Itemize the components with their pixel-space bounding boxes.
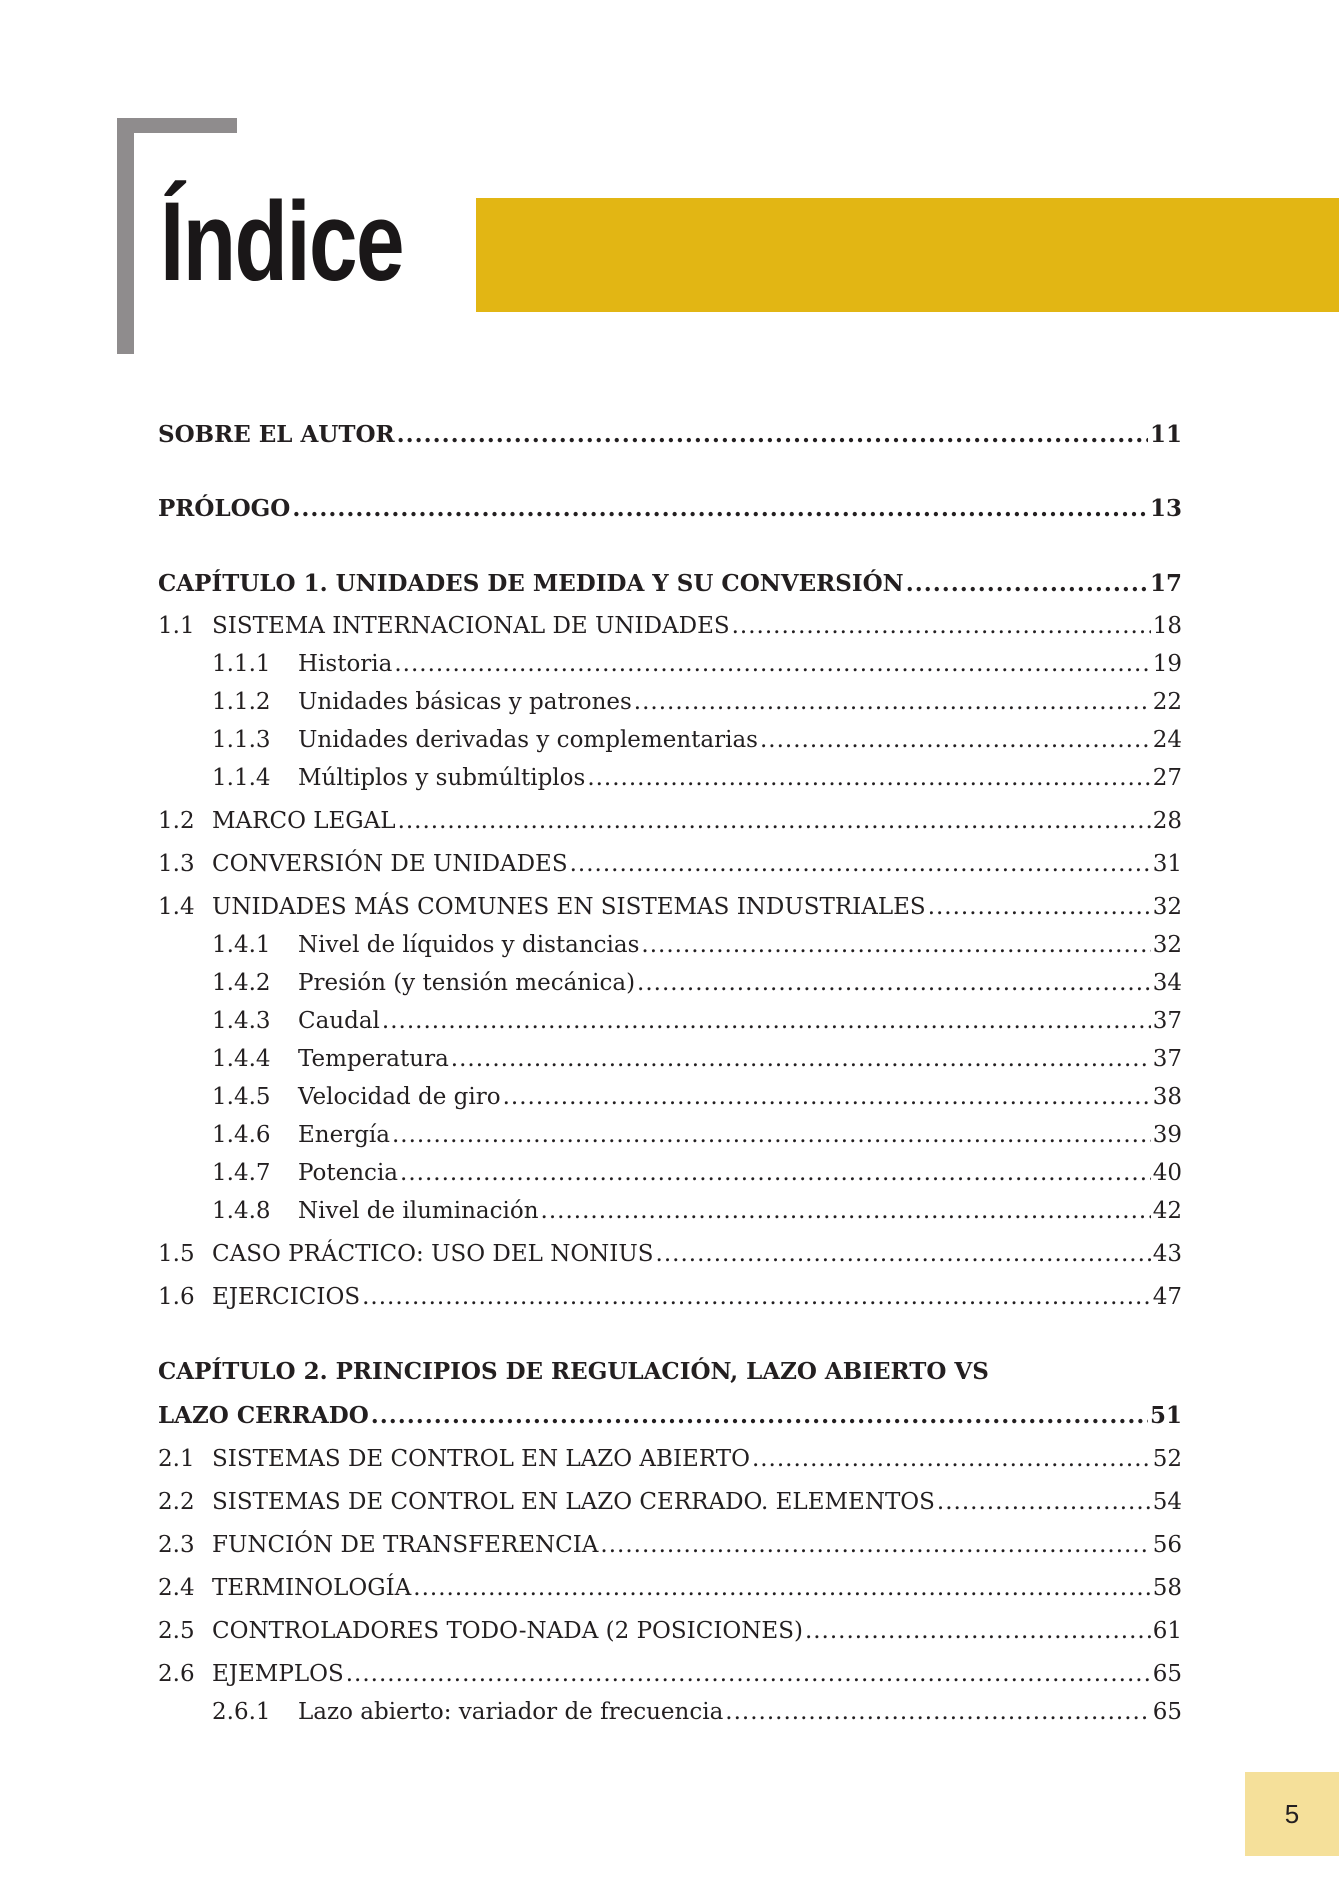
toc-section-entry[interactable] (158, 1239, 1182, 1269)
toc-dot-leader (400, 1158, 1151, 1188)
toc-page-number: 32 (1152, 932, 1182, 958)
toc-page-number: 56 (1152, 1532, 1182, 1558)
toc-entry-label: Historia (298, 651, 393, 677)
toc-section-entry[interactable] (158, 1487, 1182, 1517)
toc-entry-number: 1.1.2 (212, 689, 271, 715)
toc-entry-number: 1.4.5 (212, 1084, 271, 1110)
toc-entry-number: 1.4.6 (212, 1122, 271, 1148)
toc-section-entry[interactable] (158, 1530, 1182, 1560)
toc-dot-leader (541, 1196, 1151, 1226)
toc-dot-leader (928, 892, 1151, 922)
toc-subsection-entry[interactable] (158, 763, 1182, 793)
toc-page-number: 24 (1152, 727, 1182, 753)
toc-page-number: 43 (1152, 1241, 1182, 1267)
toc-dot-leader (413, 1573, 1150, 1603)
toc-dot-leader (346, 1659, 1151, 1689)
toc-page-number: 31 (1152, 851, 1182, 877)
toc-page-number: 34 (1152, 970, 1182, 996)
toc-dot-leader (656, 1239, 1151, 1269)
toc-page-number: 65 (1152, 1699, 1182, 1725)
toc-chapter-entry[interactable] (158, 569, 1182, 599)
toc-page-number: 42 (1152, 1198, 1182, 1224)
toc-entry-number: 2.3 (158, 1532, 195, 1558)
toc-dot-leader (587, 763, 1150, 793)
toc-section-entry[interactable] (158, 1573, 1182, 1603)
toc-dot-leader (362, 1282, 1151, 1312)
title-accent-bar (476, 198, 1339, 312)
toc-dot-leader (752, 1444, 1151, 1474)
toc-section-entry[interactable] (158, 1659, 1182, 1689)
toc-entry-number: 1.2 (158, 808, 195, 834)
toc-entry-number: 1.4.1 (212, 932, 271, 958)
title-bracket-horizontal (117, 118, 237, 133)
toc-entry-label: CAPÍTULO 1. UNIDADES DE MEDIDA Y SU CONVERSIÓN (158, 570, 904, 597)
toc-page-number: 27 (1152, 765, 1182, 791)
toc-entry-label: SISTEMA INTERNACIONAL DE UNIDADES (212, 613, 730, 639)
toc-subsection-entry[interactable] (158, 649, 1182, 679)
toc-entry-label: CASO PRÁCTICO: USO DEL NONIUS (212, 1241, 654, 1267)
toc-dot-leader (637, 968, 1151, 998)
toc-entry-number: 1.4.7 (212, 1160, 271, 1186)
page-title: Índice (160, 179, 404, 304)
toc-chapter-entry[interactable] (158, 1357, 1182, 1387)
toc-entry-label: SISTEMAS DE CONTROL EN LAZO CERRADO. ELEMENTOS (212, 1489, 935, 1515)
toc-entry-number: 1.3 (158, 851, 195, 877)
toc-entry-number: 1.1 (158, 613, 195, 639)
toc-section-entry[interactable] (158, 1444, 1182, 1474)
toc-entry-number: 1.1.1 (212, 651, 271, 677)
toc-entry-label: EJERCICIOS (212, 1284, 361, 1310)
toc-entry-label: PRÓLOGO (158, 495, 291, 522)
toc-entry-number: 1.4.3 (212, 1008, 271, 1034)
toc-entry-number: 1.4.2 (212, 970, 271, 996)
toc-entry-number: 2.2 (158, 1489, 195, 1515)
toc-section-entry[interactable] (158, 1282, 1182, 1312)
toc-page-number: 52 (1152, 1446, 1182, 1472)
toc-dot-leader (292, 494, 1148, 524)
toc-dot-leader (392, 1120, 1151, 1150)
toc-page-number: 28 (1152, 808, 1182, 834)
toc-dot-leader (805, 1616, 1151, 1646)
toc-dot-leader (732, 611, 1151, 641)
toc-page-number: 54 (1152, 1489, 1182, 1515)
toc-subsection-entry[interactable] (158, 1006, 1182, 1036)
toc-dot-leader (906, 569, 1148, 599)
toc-entry-number: 1.4.8 (212, 1198, 271, 1224)
toc-dot-leader (371, 1401, 1148, 1431)
toc-subsection-entry[interactable] (158, 1120, 1182, 1150)
toc-entry-number: 2.6 (158, 1661, 195, 1687)
toc-entry-label: Múltiplos y submúltiplos (298, 765, 586, 791)
toc-subsection-entry[interactable] (158, 1697, 1182, 1727)
toc-entry-label: LAZO CERRADO (158, 1402, 369, 1429)
toc-subsection-entry[interactable] (158, 1158, 1182, 1188)
toc-dot-leader (394, 649, 1150, 679)
toc-page-number: 37 (1152, 1008, 1182, 1034)
toc-dot-leader (451, 1044, 1151, 1074)
toc-entry-label: SISTEMAS DE CONTROL EN LAZO ABIERTO (212, 1446, 750, 1472)
toc-page-number: 40 (1152, 1160, 1182, 1186)
page-number: 5 (1245, 1772, 1339, 1856)
toc-entry-label: CONVERSIÓN DE UNIDADES (212, 851, 568, 877)
toc-section-entry[interactable] (158, 849, 1182, 879)
toc-entry-label: CAPÍTULO 2. PRINCIPIOS DE REGULACIÓN, LAZO ABIERTO VS (158, 1358, 989, 1385)
toc-dot-leader (725, 1697, 1150, 1727)
toc-entry-number: 2.6.1 (212, 1699, 271, 1725)
toc-subsection-entry[interactable] (158, 1082, 1182, 1112)
toc-page-number: 13 (1149, 495, 1182, 522)
toc-subsection-entry[interactable] (158, 1044, 1182, 1074)
toc-subsection-entry[interactable] (158, 968, 1182, 998)
toc-page-number: 37 (1152, 1046, 1182, 1072)
toc-entry-number: 2.1 (158, 1446, 195, 1472)
toc-page-number: 22 (1152, 689, 1182, 715)
toc-chapter-entry[interactable] (158, 494, 1182, 524)
toc-entry-label: TERMINOLOGÍA (212, 1575, 412, 1601)
toc-dot-leader (634, 687, 1151, 717)
toc-entry-label: MARCO LEGAL (212, 808, 396, 834)
toc-entry-label: Potencia (298, 1160, 399, 1186)
toc-dot-leader (382, 1006, 1151, 1036)
toc-dot-leader (398, 806, 1151, 836)
toc-entry-label: CONTROLADORES TODO-NADA (2 POSICIONES) (212, 1618, 803, 1644)
toc-entry-label: Temperatura (298, 1046, 449, 1072)
toc-page-number: 18 (1152, 613, 1182, 639)
toc-page-number: 47 (1152, 1284, 1182, 1310)
toc-entry-number: 2.4 (158, 1575, 195, 1601)
toc-section-entry[interactable] (158, 611, 1182, 641)
toc-entry-label: Nivel de iluminación (298, 1198, 539, 1224)
toc-entry-label: EJEMPLOS (212, 1661, 344, 1687)
toc-entry-label: Lazo abierto: variador de frecuencia (298, 1699, 724, 1725)
toc-entry-number: 1.1.4 (212, 765, 271, 791)
toc-chapter-entry[interactable] (158, 420, 1182, 450)
toc-page-number: 19 (1152, 651, 1182, 677)
toc-page-number: 38 (1152, 1084, 1182, 1110)
toc-dot-leader (503, 1082, 1151, 1112)
toc-entry-label: SOBRE EL AUTOR (158, 421, 395, 448)
toc-entry-label: Velocidad de giro (298, 1084, 501, 1110)
toc-entry-number: 2.5 (158, 1618, 195, 1644)
toc-chapter-entry[interactable] (158, 1401, 1182, 1431)
toc-entry-label: Unidades derivadas y complementarias (298, 727, 758, 753)
toc-subsection-entry[interactable] (158, 725, 1182, 755)
toc-page-number: 11 (1149, 421, 1182, 448)
toc-section-entry[interactable] (158, 806, 1182, 836)
toc-dot-leader (641, 930, 1150, 960)
toc-entry-number: 1.1.3 (212, 727, 271, 753)
toc-page-number: 51 (1149, 1402, 1182, 1429)
toc-entry-label: Unidades básicas y patrones (298, 689, 632, 715)
toc-entry-label: Caudal (298, 1008, 380, 1034)
toc-page-number: 39 (1152, 1122, 1182, 1148)
toc-page-number: 65 (1152, 1661, 1182, 1687)
toc-entry-number: 1.5 (158, 1241, 195, 1267)
toc-subsection-entry[interactable] (158, 687, 1182, 717)
toc-dot-leader (937, 1487, 1151, 1517)
toc-page-number: 17 (1149, 570, 1182, 597)
toc-dot-leader (600, 1530, 1150, 1560)
toc-entry-number: 1.4.4 (212, 1046, 271, 1072)
toc-entry-label: Energía (298, 1122, 390, 1148)
toc-entry-label: FUNCIÓN DE TRANSFERENCIA (212, 1532, 599, 1558)
toc-entry-number: 1.6 (158, 1284, 195, 1310)
toc-entry-label: Presión (y tensión mecánica) (298, 970, 636, 996)
toc-page-number: 61 (1152, 1618, 1182, 1644)
toc-subsection-entry[interactable] (158, 1196, 1182, 1226)
toc-entry-number: 1.4 (158, 894, 195, 920)
title-bracket-vertical (117, 118, 134, 354)
toc-subsection-entry[interactable] (158, 930, 1182, 960)
toc-dot-leader (570, 849, 1151, 879)
toc-dot-leader (397, 420, 1148, 450)
toc-section-entry[interactable] (158, 1616, 1182, 1646)
toc-page-number: 58 (1152, 1575, 1182, 1601)
toc-page-number: 32 (1152, 894, 1182, 920)
toc-section-entry[interactable] (158, 892, 1182, 922)
toc-entry-label: UNIDADES MÁS COMUNES EN SISTEMAS INDUSTRIALES (212, 894, 926, 920)
toc-entry-label: Nivel de líquidos y distancias (298, 932, 640, 958)
toc-dot-leader (760, 725, 1151, 755)
